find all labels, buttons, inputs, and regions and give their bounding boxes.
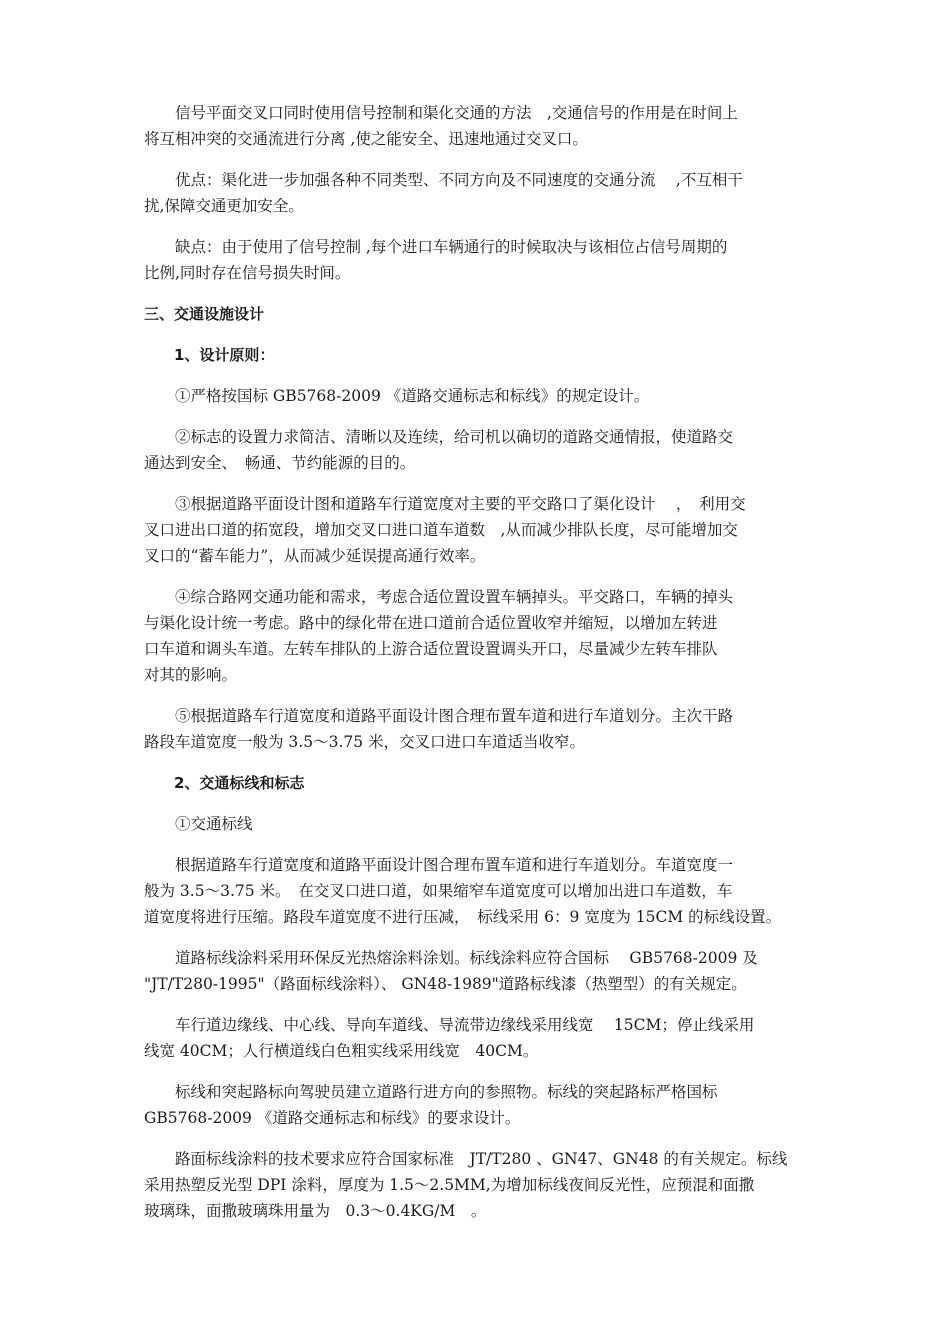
paragraph-line: "JT/T280-1995"（路面标线涂料）、 GN48-1989"道路标线漆（热塑型）的有关规定。	[144, 975, 747, 993]
paragraph-line: 般为 3.5～3.75 米。 在交叉口进口道，如果缩窄车道宽度可以增加出进口车道数，车	[144, 882, 733, 900]
paragraph-line: 扰,保障交通更加安全。	[144, 197, 304, 215]
paragraph-line: ④综合路网交通功能和需求，考虑合适位置设置车辆掉头。平交路口，车辆的掉头	[175, 588, 734, 606]
paragraph	[144, 234, 810, 286]
paragraph-line: GB5768-2009 《道路交通标志和标线》的要求设计。	[144, 1109, 521, 1127]
subsection-title-principles: 1、设计原则：	[174, 346, 275, 364]
paragraph-line: 对其的影响。	[144, 666, 238, 684]
markings-section	[144, 852, 810, 1224]
section-title: 三、交通设施设计	[144, 305, 265, 323]
paragraph-line: 叉口的“蓄车能力”，从而减少延误提高通行效率。	[144, 547, 486, 565]
paragraph-line: 采用热塑反光型 DPI 涂料，厚度为 1.5～2.5MM,为增加标线夜间反光性，应预混和面撒	[144, 1176, 755, 1194]
paragraph-line: ②标志的设置力求简洁、清晰以及连续，给司机以确切的道路交通情报，使道路交	[175, 428, 734, 446]
paragraph-line: 玻璃珠，面撒玻璃珠用量为 0.3～0.4KG/M 。	[144, 1202, 487, 1220]
paragraph-line: 通达到安全、 畅通、节约能源的目的。	[144, 454, 416, 472]
paragraph	[144, 383, 810, 409]
paragraph	[144, 703, 810, 755]
intro-section	[144, 100, 810, 286]
paragraph-line: 道宽度将进行压缩。路段车道宽度不进行压减， 标线采用 6：9 宽度为 15CM 的标线设置。	[144, 908, 782, 926]
paragraph	[144, 1079, 810, 1131]
paragraph	[144, 852, 810, 930]
paragraph-line: 根据道路车行道宽度和道路平面设计图合理布置车道和进行车道划分。车道宽度一	[175, 856, 734, 874]
paragraph-line: 路段车道宽度一般为 3.5～3.75 米，交叉口进口车道适当收窄。	[144, 733, 586, 751]
paragraph	[144, 491, 810, 569]
item-title-markings: ①交通标线	[175, 815, 253, 833]
paragraph	[144, 945, 810, 997]
paragraph-line: ①严格按国标 GB5768-2009 《道路交通标志和标线》的规定设计。	[175, 387, 650, 405]
paragraph-line: 车行道边缘线、中心线、导向车道线、导流带边缘线采用线宽 15CM；停止线采用	[175, 1016, 755, 1034]
paragraph-line: ⑤根据道路车行道宽度和道路平面设计图合理布置车道和进行车道划分。主次干路	[175, 707, 734, 725]
paragraph-line: ③根据道路平面设计图和道路车行道宽度对主要的平交路口了渠化设计 ， 利用交	[175, 495, 746, 513]
paragraph-line: 口车道和调头车道。左转车排队的上游合适位置设置调头开口，尽量减少左转车排队	[144, 640, 718, 658]
paragraph	[144, 1012, 810, 1064]
paragraph-line: 线宽 40CM；人行横道线白色粗实线采用线宽 40CM。	[144, 1042, 539, 1060]
paragraph-line: 标线和突起路标向驾驶员建立道路行进方向的参照物。标线的突起路标严格国标	[175, 1083, 718, 1101]
paragraph-line: 叉口进出口道的拓宽段，增加交叉口进口道车道数 ,从而减少排队长度，尽可能增加交	[144, 521, 738, 539]
paragraph	[144, 1146, 810, 1224]
paragraph	[144, 584, 810, 688]
paragraph-line: 道路标线涂料采用环保反光热熔涂料涂划。标线涂料应符合国标 GB5768-2009 及	[175, 949, 758, 967]
paragraph	[144, 167, 810, 219]
paragraph-line: 缺点：由于使用了信号控制 ,每个进口车辆通行的时候取决与该相位占信号周期的	[175, 238, 728, 256]
paragraph-line: 将互相冲突的交通流进行分离 ,使之能安全、迅速地通过交叉口。	[144, 130, 588, 148]
paragraph	[144, 100, 810, 152]
subsection-title-markings-signs: 2、交通标线和标志	[174, 774, 305, 792]
paragraph-line: 比例,同时存在信号损失时间。	[144, 264, 351, 282]
paragraph-line: 与渠化设计统一考虑。路中的绿化带在进口道前合适位置收窄并缩短，以增加左转进	[144, 614, 718, 632]
paragraph	[144, 424, 810, 476]
paragraph-line: 路面标线涂料的技术要求应符合国家标准 JT/T280 、GN47、GN48 的有关规定。标线	[175, 1150, 788, 1168]
paragraph-line: 优点：渠化进一步加强各种不同类型、不同方向及不同速度的交通分流 ,不互相干	[175, 171, 743, 189]
document-page	[144, 100, 810, 1239]
paragraph-line: 信号平面交叉口同时使用信号控制和渠化交通的方法 ,交通信号的作用是在时间上	[175, 104, 738, 122]
principles-list	[144, 383, 810, 755]
